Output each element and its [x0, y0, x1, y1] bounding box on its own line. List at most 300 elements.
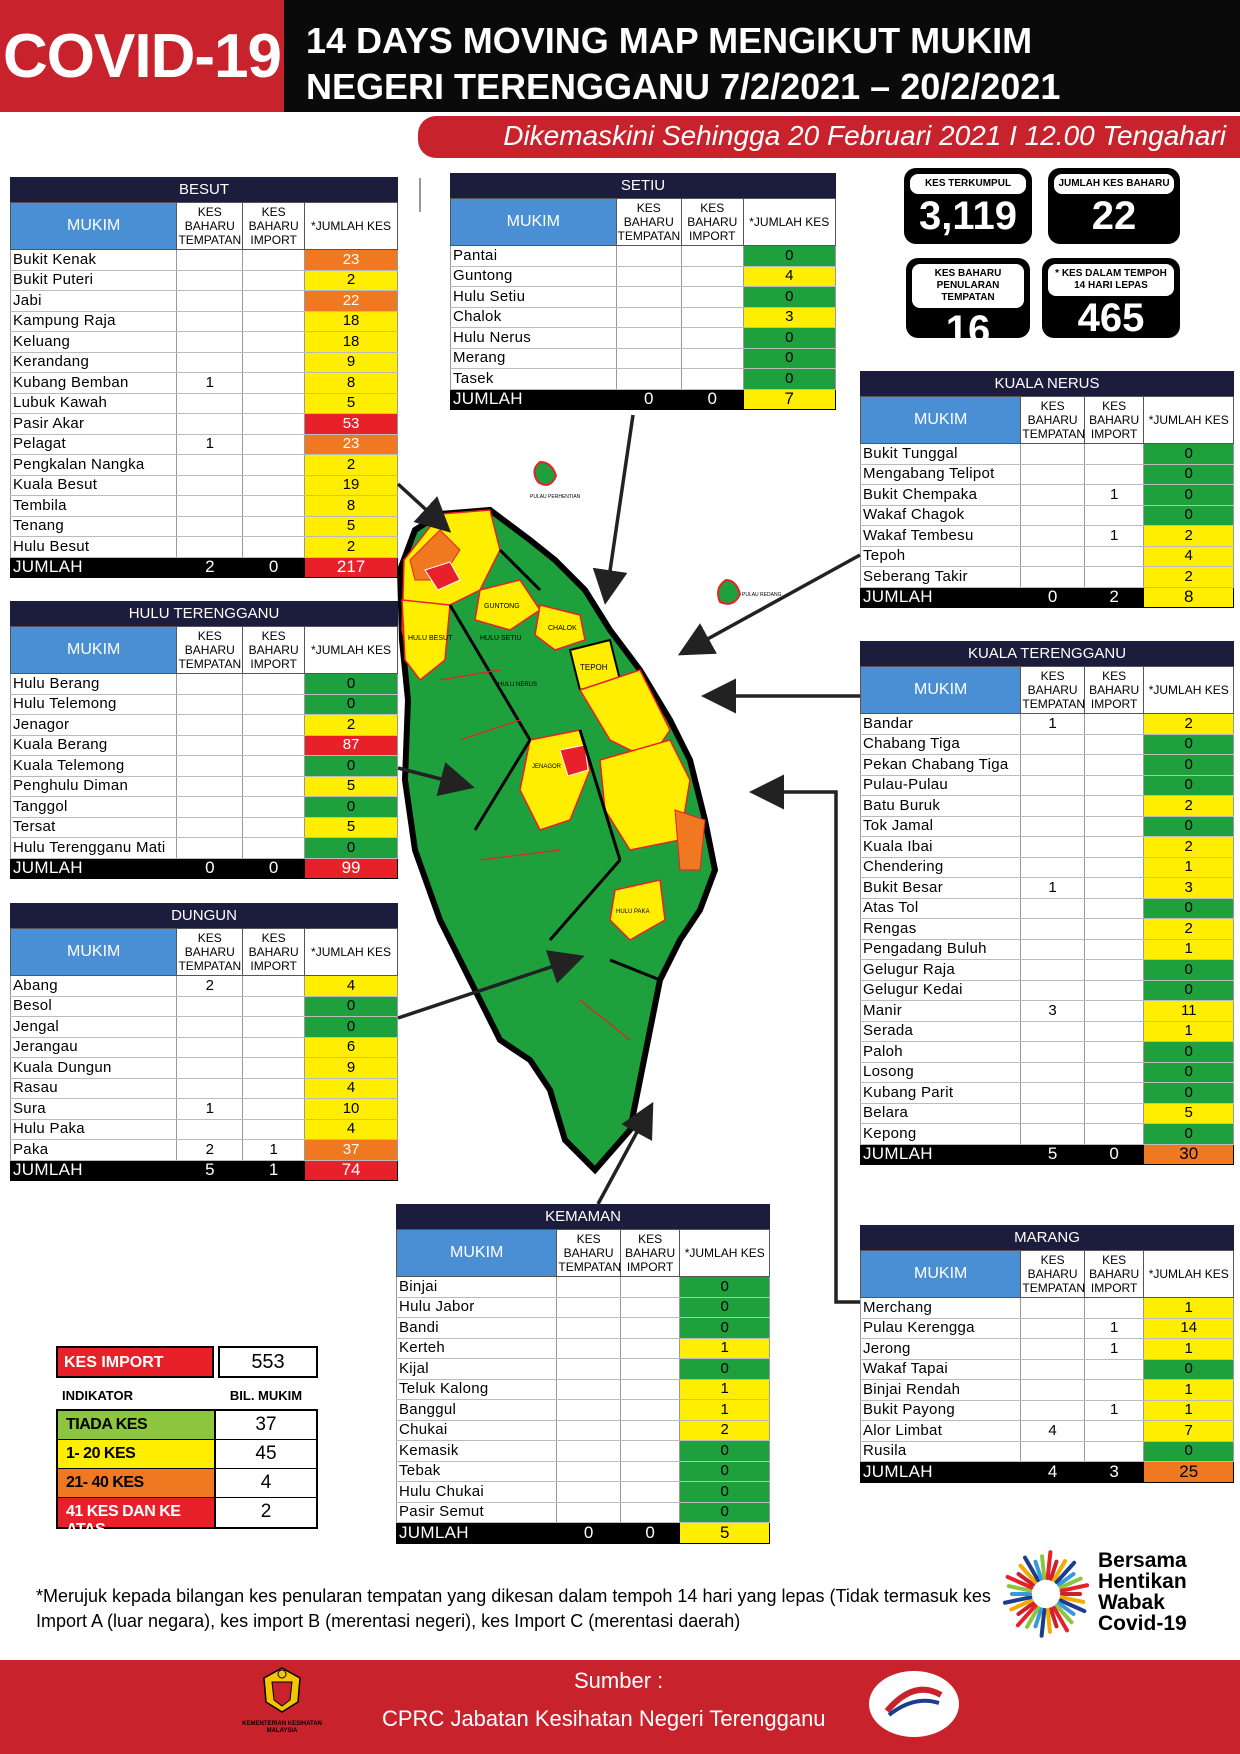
tempatan-cell [177, 270, 243, 291]
kes-import-label: KES IMPORT [56, 1346, 214, 1378]
col-import: KES BAHARU IMPORT [243, 929, 305, 976]
import-cell [1084, 546, 1144, 567]
jumlah-cell: 2 [680, 1420, 770, 1441]
tempatan-cell [177, 996, 243, 1017]
import-cell [243, 1058, 305, 1079]
island-redang [718, 580, 740, 604]
table-row [451, 369, 836, 390]
mukim-name: Pantai [451, 246, 617, 267]
legend-header [56, 1388, 318, 1403]
district-title: SETIU [450, 173, 836, 198]
legend-rows [56, 1409, 318, 1538]
total-row [861, 1144, 1234, 1165]
tempatan-cell [1021, 1359, 1084, 1380]
table-row [861, 444, 1234, 465]
table-header [451, 199, 836, 246]
table-row [11, 455, 398, 476]
table-row [11, 393, 398, 414]
mukim-name: Tanggol [11, 797, 177, 818]
legend-label: 1- 20 KES [58, 1440, 216, 1468]
jumlah-cell: 2 [1144, 567, 1234, 588]
table-row [11, 1037, 398, 1058]
table-kemaman [396, 1204, 770, 1544]
import-cell [1084, 816, 1144, 837]
table-row [11, 1119, 398, 1140]
table-marang [860, 1225, 1234, 1483]
total-tempatan: 4 [1021, 1462, 1084, 1483]
tempatan-cell [177, 715, 243, 736]
mukim-name: Hulu Setiu [451, 287, 617, 308]
table-row [451, 246, 836, 267]
col-mukim: MUKIM [11, 203, 177, 250]
mukim-name: Penghulu Diman [11, 776, 177, 797]
title-line-2: NEGERI TERENGGANU 7/2/2021 – 20/2/2021 [306, 66, 1061, 107]
tempatan-cell [1021, 1103, 1084, 1124]
table-row [861, 1441, 1234, 1462]
jumlah-cell: 0 [1144, 980, 1234, 1001]
jumlah-cell: 11 [1144, 1001, 1234, 1022]
kkm-text: KEMENTERIAN KESIHATAN MALAYSIA [242, 1721, 322, 1734]
district-title: HULU TERENGGANU [10, 601, 398, 626]
total-tempatan: 5 [177, 1160, 243, 1181]
jumlah-cell: 0 [680, 1297, 770, 1318]
total-import: 0 [681, 389, 743, 410]
tempatan-cell [616, 328, 681, 349]
tempatan-cell [177, 250, 243, 271]
kes-import-value: 553 [218, 1346, 318, 1378]
import-cell [1084, 1021, 1144, 1042]
import-cell [681, 369, 743, 390]
mukim-name: Mengabang Telipot [861, 464, 1021, 485]
table-row [397, 1338, 770, 1359]
import-cell [1084, 1380, 1144, 1401]
table-row [397, 1297, 770, 1318]
tempatan-cell [177, 516, 243, 537]
mukim-name: Wakaf Tembesu [861, 526, 1021, 547]
mukim-name: Rengas [861, 919, 1021, 940]
mukim-name: Tepoh [861, 546, 1021, 567]
mukim-name: Rasau [11, 1078, 177, 1099]
jumlah-cell: 22 [305, 291, 398, 312]
tempatan-cell [1021, 734, 1084, 755]
stat-label: JUMLAH KES BAHARU [1054, 174, 1174, 194]
import-cell [243, 537, 305, 558]
col-import: KES BAHARU IMPORT [243, 203, 305, 250]
table-row [861, 755, 1234, 776]
mukim-name: Sura [11, 1099, 177, 1120]
col-tempatan: KES BAHARU TEMPATAN [1021, 397, 1084, 444]
tempatan-cell [616, 287, 681, 308]
table-row [11, 797, 398, 818]
total-import: 1 [243, 1160, 305, 1181]
import-cell [1084, 878, 1144, 899]
jumlah-cell: 1 [1144, 1298, 1234, 1319]
import-cell [681, 287, 743, 308]
tempatan-cell [557, 1400, 620, 1421]
tempatan-cell [1021, 464, 1084, 485]
table-row [11, 1058, 398, 1079]
jumlah-cell: 0 [680, 1318, 770, 1339]
col-jumlah: *JUMLAH KES [1144, 1251, 1234, 1298]
tempatan-cell [177, 455, 243, 476]
import-cell [1084, 1083, 1144, 1104]
total-import: 0 [243, 557, 305, 578]
mukim-name: Merchang [861, 1298, 1021, 1319]
import-cell [1084, 1124, 1144, 1145]
col-import: KES BAHARU IMPORT [620, 1230, 680, 1277]
table-row [451, 266, 836, 287]
import-cell [1084, 960, 1144, 981]
mukim-name: Tenang [11, 516, 177, 537]
tempatan-cell [1021, 1380, 1084, 1401]
import-cell [243, 393, 305, 414]
total-jumlah: 7 [743, 389, 835, 410]
jumlah-cell: 5 [305, 516, 398, 537]
total-row [861, 587, 1234, 608]
mukim-name: Chalok [451, 307, 617, 328]
import-cell [1084, 837, 1144, 858]
covid-badge: COVID-19 [0, 0, 284, 112]
jumlah-cell: 1 [1144, 1021, 1234, 1042]
kkm-logo [232, 1664, 332, 1735]
total-label: JUMLAH [451, 389, 617, 410]
mukim-name: Keluang [11, 332, 177, 353]
jumlah-cell: 5 [305, 776, 398, 797]
mukim-name: Kuala Telemong [11, 756, 177, 777]
mukim-name: Bukit Payong [861, 1400, 1021, 1421]
stat-value: 3,119 [919, 194, 1017, 238]
tempatan-cell [177, 291, 243, 312]
table-row [861, 816, 1234, 837]
import-cell [620, 1359, 680, 1380]
mukim-name: Pengkalan Nangka [11, 455, 177, 476]
tempatan-cell [177, 1058, 243, 1079]
burst-ray [1042, 1610, 1045, 1636]
table-row [11, 434, 398, 455]
jumlah-cell: 0 [1144, 1124, 1234, 1145]
jumlah-cell: 0 [1144, 1042, 1234, 1063]
table-row [11, 996, 398, 1017]
tempatan-cell [1021, 1042, 1084, 1063]
tempatan-cell [557, 1502, 620, 1523]
import-cell [243, 516, 305, 537]
table-row [861, 1124, 1234, 1145]
import-cell [681, 307, 743, 328]
tempatan-cell [1021, 775, 1084, 796]
tempatan-cell [1021, 505, 1084, 526]
tempatan-cell [1021, 1062, 1084, 1083]
tempatan-cell [557, 1441, 620, 1462]
jumlah-cell: 0 [1144, 485, 1234, 506]
import-cell [243, 475, 305, 496]
import-cell [243, 797, 305, 818]
mukim-name: Jengal [11, 1017, 177, 1038]
jumlah-cell: 2 [1144, 919, 1234, 940]
table-row [11, 291, 398, 312]
mukim-name: Kuala Ibai [861, 837, 1021, 858]
tempatan-cell [1021, 444, 1084, 465]
burst-ray [1042, 1556, 1044, 1578]
mukim-name: Hulu Terengganu Mati [11, 838, 177, 859]
total-row [451, 389, 836, 410]
tempatan-cell [616, 307, 681, 328]
table-row [11, 516, 398, 537]
mukim-name: Kerteh [397, 1338, 557, 1359]
legend-label: TIADA KES [58, 1411, 216, 1439]
total-row [11, 557, 398, 578]
import-cell [243, 715, 305, 736]
import-cell [243, 455, 305, 476]
stat-value: 22 [1091, 194, 1137, 238]
import-cell [243, 976, 305, 997]
import-cell [1084, 775, 1144, 796]
import-cell [243, 1099, 305, 1120]
jumlah-cell: 0 [1144, 1441, 1234, 1462]
jumlah-cell: 4 [305, 976, 398, 997]
table-row [861, 1103, 1234, 1124]
mukim-name: Tebak [397, 1461, 557, 1482]
import-cell [243, 496, 305, 517]
map-label-hulu-besut: HULU BESUT [408, 635, 453, 642]
col-tempatan: KES BAHARU TEMPATAN [177, 627, 243, 674]
jumlah-cell: 19 [305, 475, 398, 496]
title-line-1: 14 DAYS MOVING MAP MENGIKUT MUKIM [306, 20, 1033, 61]
table-header [861, 1251, 1234, 1298]
table-row [11, 756, 398, 777]
indikator-label: INDIKATOR [62, 1388, 134, 1403]
col-jumlah: *JUMLAH KES [680, 1230, 770, 1277]
district-title: KUALA NERUS [860, 371, 1234, 396]
tempatan-cell [557, 1297, 620, 1318]
jumlah-cell: 0 [305, 756, 398, 777]
legend-item [58, 1469, 316, 1498]
table-row [397, 1482, 770, 1503]
tempatan-cell [1021, 1298, 1084, 1319]
table-row [861, 505, 1234, 526]
total-import: 2 [1084, 587, 1144, 608]
jumlah-cell: 53 [305, 414, 398, 435]
tempatan-cell: 3 [1021, 1001, 1084, 1022]
table-row [861, 919, 1234, 940]
tempatan-cell [616, 348, 681, 369]
kes-import-row [56, 1346, 318, 1378]
mukim-name: Jerong [861, 1339, 1021, 1360]
table-besut [10, 177, 398, 578]
mukim-name: Pekan Chabang Tiga [861, 755, 1021, 776]
total-jumlah: 30 [1144, 1144, 1234, 1165]
import-cell: 1 [1084, 526, 1144, 547]
tempatan-cell [557, 1482, 620, 1503]
table-row [861, 980, 1234, 1001]
mukim-name: Hulu Berang [11, 674, 177, 695]
mukim-name: Rusila [861, 1441, 1021, 1462]
mukim-name: Pelagat [11, 434, 177, 455]
legend-count: 2 [260, 1501, 272, 1522]
updated-banner: Dikemaskini Sehingga 20 Februari 2021 I 12.00 Tengahari [418, 116, 1240, 158]
table-row [11, 475, 398, 496]
jumlah-cell: 10 [305, 1099, 398, 1120]
tempatan-cell [177, 694, 243, 715]
import-cell [1084, 1042, 1144, 1063]
table-row [11, 1140, 398, 1161]
col-tempatan: KES BAHARU TEMPATAN [177, 929, 243, 976]
import-cell [243, 1078, 305, 1099]
mukim-name: Kijal [397, 1359, 557, 1380]
jumlah-cell: 8 [305, 496, 398, 517]
jumlah-cell: 1 [680, 1379, 770, 1400]
mukim-name: Jenagor [11, 715, 177, 736]
total-label: JUMLAH [11, 557, 177, 578]
jumlah-cell: 0 [1144, 734, 1234, 755]
total-label: JUMLAH [861, 1462, 1021, 1483]
import-cell [1084, 1421, 1144, 1442]
import-cell [243, 250, 305, 271]
import-cell [1084, 898, 1144, 919]
total-import: 3 [1084, 1462, 1144, 1483]
import-cell [1084, 734, 1144, 755]
coat-of-arms-icon [250, 1664, 314, 1716]
total-label: JUMLAH [11, 1160, 177, 1181]
mukim-name: Alor Limbat [861, 1421, 1021, 1442]
jumlah-cell: 2 [1144, 837, 1234, 858]
col-jumlah: *JUMLAH KES [743, 199, 835, 246]
tempatan-cell [1021, 1318, 1084, 1339]
legend-label: 21- 40 KES [58, 1469, 216, 1497]
mukim-name: Chabang Tiga [861, 734, 1021, 755]
jumlah-cell: 0 [743, 287, 835, 308]
import-cell [243, 1017, 305, 1038]
jumlah-cell: 0 [1144, 1083, 1234, 1104]
import-cell [1084, 755, 1144, 776]
tempatan-cell [177, 311, 243, 332]
total-row [397, 1523, 770, 1544]
table-row [861, 939, 1234, 960]
table-row [861, 1001, 1234, 1022]
tempatan-cell [177, 756, 243, 777]
table-row [861, 714, 1234, 735]
table-row [861, 1380, 1234, 1401]
tempatan-cell [1021, 919, 1084, 940]
region-paka [675, 810, 705, 870]
import-cell [243, 373, 305, 394]
bil-mukim-label: BIL. MUKIM [229, 1388, 303, 1403]
table-row [861, 857, 1234, 878]
mukim-name: Kampung Raja [11, 311, 177, 332]
table-row [451, 307, 836, 328]
table-row [861, 1021, 1234, 1042]
jumlah-cell: 0 [743, 369, 835, 390]
import-cell [1084, 505, 1144, 526]
jumlah-cell: 2 [1144, 796, 1234, 817]
import-cell [681, 328, 743, 349]
legend-item [58, 1498, 316, 1538]
jumlah-cell: 0 [305, 1017, 398, 1038]
jumlah-cell: 1 [680, 1400, 770, 1421]
import-cell [243, 332, 305, 353]
tempatan-cell [1021, 898, 1084, 919]
legend [56, 1346, 318, 1538]
tempatan-cell [177, 414, 243, 435]
tempatan-cell [177, 1119, 243, 1140]
table-setiu [450, 173, 836, 410]
mukim-name: Manir [861, 1001, 1021, 1022]
mukim-name: Belara [861, 1103, 1021, 1124]
jumlah-cell: 0 [305, 797, 398, 818]
table-row [397, 1359, 770, 1380]
jumlah-cell: 0 [305, 674, 398, 695]
table-row [861, 1339, 1234, 1360]
import-cell [1084, 939, 1144, 960]
map-label-redang: PULAU REDANG [742, 592, 782, 598]
source-label: Sumber : [574, 1668, 664, 1693]
table-header [861, 397, 1234, 444]
mukim-name: Jabi [11, 291, 177, 312]
table-row [397, 1420, 770, 1441]
tempatan-cell [177, 1017, 243, 1038]
import-cell [243, 694, 305, 715]
table-row [861, 546, 1234, 567]
mukim-name: Seberang Takir [861, 567, 1021, 588]
import-cell [620, 1420, 680, 1441]
import-cell [681, 348, 743, 369]
mukim-name: Lubuk Kawah [11, 393, 177, 414]
jumlah-cell: 6 [305, 1037, 398, 1058]
mukim-name: Pulau Kerengga [861, 1318, 1021, 1339]
table-row [861, 1298, 1234, 1319]
district-table [860, 396, 1234, 608]
col-tempatan: KES BAHARU TEMPATAN [1021, 1251, 1084, 1298]
map-label-chalok: CHALOK [548, 625, 577, 632]
tempatan-cell [1021, 837, 1084, 858]
jumlah-cell: 9 [305, 1058, 398, 1079]
table-row [397, 1318, 770, 1339]
table-dungun [10, 903, 398, 1181]
jumlah-cell: 0 [1144, 444, 1234, 465]
table-row [397, 1502, 770, 1523]
import-cell [1084, 464, 1144, 485]
mukim-name: Losong [861, 1062, 1021, 1083]
jumlah-cell: 0 [305, 694, 398, 715]
jumlah-cell: 0 [1144, 464, 1234, 485]
import-cell [620, 1277, 680, 1298]
table-row [11, 694, 398, 715]
import-cell [620, 1482, 680, 1503]
table-row [861, 1083, 1234, 1104]
jumlah-cell: 0 [1144, 816, 1234, 837]
stat-label: KES TERKUMPUL [910, 174, 1026, 194]
jumlah-cell: 0 [1144, 960, 1234, 981]
stat-jumlah-kes-baharu [1048, 168, 1180, 244]
table-hulu-terengganu [10, 601, 398, 879]
import-cell [243, 311, 305, 332]
table-header [11, 627, 398, 674]
total-tempatan: 5 [1021, 1144, 1084, 1165]
table-row [11, 838, 398, 859]
tempatan-cell [177, 496, 243, 517]
jumlah-cell: 0 [305, 838, 398, 859]
district-table [396, 1229, 770, 1544]
table-row [11, 270, 398, 291]
total-tempatan: 0 [616, 389, 681, 410]
total-label: JUMLAH [11, 858, 177, 879]
mukim-name: Paloh [861, 1042, 1021, 1063]
import-cell [1084, 1062, 1144, 1083]
table-row [11, 332, 398, 353]
import-cell [1084, 857, 1144, 878]
table-row [11, 776, 398, 797]
col-mukim: MUKIM [861, 667, 1021, 714]
import-cell [243, 996, 305, 1017]
